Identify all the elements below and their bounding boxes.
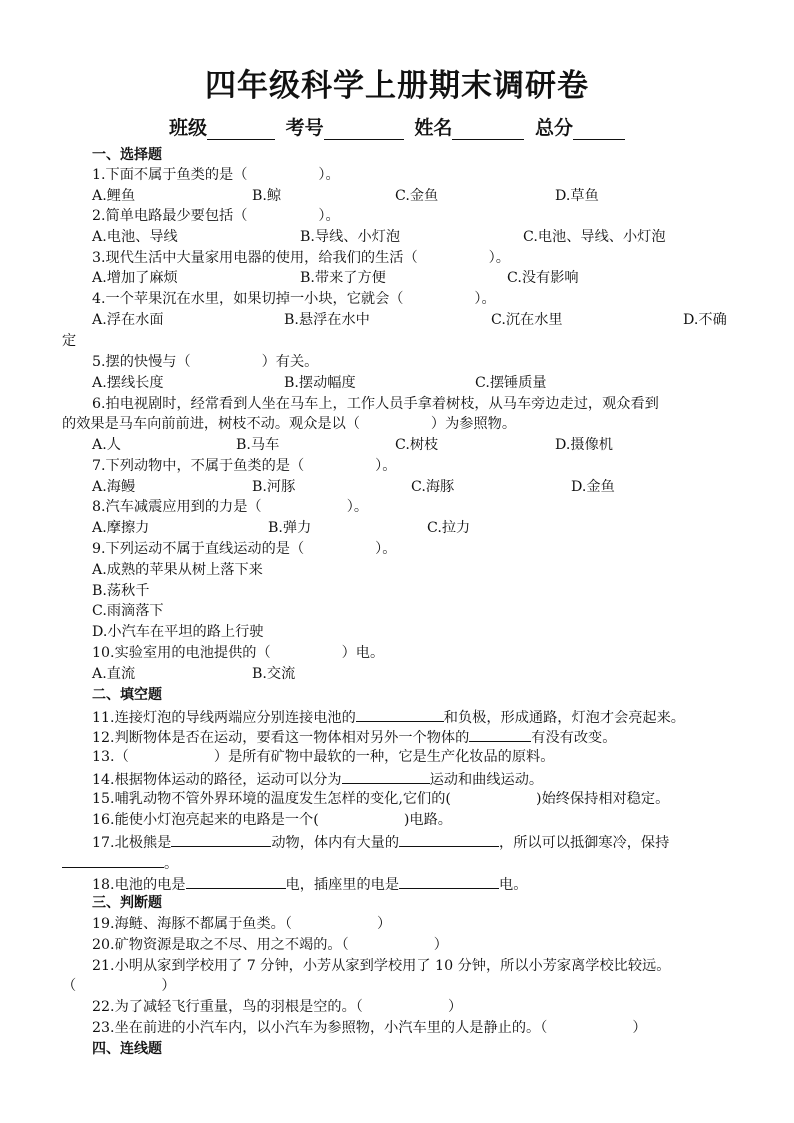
- name-blank: [452, 119, 524, 140]
- page-title: 四年级科学上册期末调研卷: [205, 68, 589, 104]
- q8-option-c: C.拉力: [427, 520, 471, 536]
- q7-option-a: A.海鳗: [92, 479, 136, 495]
- q18-mid: 电，插座里的电是: [285, 877, 400, 893]
- q8-stem: 8.汽车减震应用到的力是（ ）。: [92, 499, 369, 515]
- q11-post: 和负极，形成通路，灯泡才会亮起来。: [443, 710, 685, 726]
- q1-option-a: A.鲤鱼: [92, 188, 136, 204]
- q22: 22.为了减轻飞行重量，鸟的羽根是空的。（ ）: [92, 999, 463, 1015]
- q2-stem: 2.简单电路最少要包括（ ）。: [92, 208, 340, 224]
- q18-post: 电。: [499, 877, 528, 893]
- q7-option-c: C.海豚: [411, 479, 455, 495]
- q10-option-b: B.交流: [252, 666, 296, 682]
- q12: [92, 726, 616, 748]
- q20: 20.矿物资源是取之不尽、用之不竭的。（ ）: [92, 937, 448, 953]
- student-info-line: [0, 113, 794, 140]
- q15: 15.哺乳动物不管外界环境的温度发生怎样的变化,它们的( )始终保持相对稳定。: [92, 791, 670, 807]
- section-heading-choice: 一、选择题: [92, 147, 162, 163]
- q10-stem: 10.实验室用的电池提供的（ ）电。: [92, 645, 385, 661]
- q6-option-a: A.人: [92, 437, 121, 453]
- class-blank: [207, 119, 275, 140]
- q18-pre: 18.电池的电是: [92, 877, 186, 893]
- q1-option-c: C.金鱼: [395, 188, 439, 204]
- q1-option-d: D.草鱼: [555, 188, 599, 204]
- q4-option-d: D.不确: [683, 312, 727, 328]
- q3-stem: 3.现代生活中大量家用电器的使用，给我们的生活（ ）。: [92, 250, 510, 266]
- q6-option-c: C.树枝: [395, 437, 439, 453]
- q9-stem: 9.下列运动不属于直线运动的是（ ）。: [92, 541, 397, 557]
- q11-blank: [356, 706, 444, 722]
- section-heading-match: 四、连线题: [92, 1041, 162, 1057]
- q14-blank: [342, 768, 430, 784]
- q2-option-b: B.导线、小灯泡: [300, 229, 401, 245]
- q6-option-b: B.马车: [236, 437, 280, 453]
- q4-option-a: A.浮在水面: [92, 312, 164, 328]
- q14-pre: 14.根据物体运动的路径，运动可以分为: [92, 772, 342, 788]
- q6-stem-line2: 的效果是马车向前前进，树枝不动。观众是以（ ）为参照物。: [62, 416, 517, 432]
- q1-option-b: B.鲸: [252, 188, 282, 204]
- q6-stem-line1: 6.拍电视剧时，经常看到人坐在马车上，工作人员手拿着树枝，从马车旁边走过，观众看到: [92, 396, 659, 412]
- q4-option-d-continuation: 定: [62, 333, 77, 349]
- section-heading-judge: 三、判断题: [92, 895, 162, 911]
- q17: [92, 831, 669, 853]
- section-heading-fill: 二、填空题: [92, 687, 162, 703]
- q9-option-d: D.小汽车在平坦的路上行驶: [92, 624, 264, 640]
- q17-blank-3: [62, 852, 164, 868]
- q23: 23.坐在前进的小汽车内，以小汽车为参照物，小汽车里的人是静止的。（ ）: [92, 1020, 647, 1036]
- q8-option-a: A.摩擦力: [92, 520, 150, 536]
- q12-post: 有没有改变。: [531, 730, 617, 746]
- score-blank: [573, 119, 625, 140]
- class-label: 班级: [169, 117, 208, 139]
- exam-no-blank: [324, 119, 404, 140]
- name-label: 姓名: [414, 117, 453, 139]
- q9-option-c: C.雨滴落下: [92, 603, 164, 619]
- q7-option-b: B.河豚: [252, 479, 296, 495]
- q16: 16.能使小灯泡亮起来的电路是一个( )电路。: [92, 812, 452, 828]
- q6-option-d: D.摄像机: [555, 437, 613, 453]
- q12-blank: [469, 726, 531, 742]
- q19: 19.海鲢、海豚不都属于鱼类。（ ）: [92, 916, 392, 932]
- q17-continuation: [62, 852, 178, 874]
- q3-option-a: A.增加了麻烦: [92, 270, 178, 286]
- q8-option-b: B.弹力: [268, 520, 312, 536]
- q11-pre: 11.连接灯泡的导线两端应分别连接电池的: [92, 710, 356, 726]
- q7-option-d: D.金鱼: [571, 479, 615, 495]
- q5-option-a: A.摆线长度: [92, 375, 164, 391]
- q18-blank-2: [399, 873, 499, 889]
- q9-option-a: A.成熟的苹果从树上落下来: [92, 562, 263, 578]
- q5-option-c: C.摆锤质量: [475, 375, 547, 391]
- q4-option-b: B.悬浮在水中: [284, 312, 370, 328]
- q21: 21.小明从家到学校用了 7 分钟，小芳从家到学校用了 10 分钟，所以小芳家离学校比较远。: [92, 958, 671, 974]
- q14: [92, 768, 543, 790]
- q2-option-a: A.电池、导线: [92, 229, 178, 245]
- q18-blank-1: [186, 873, 286, 889]
- q2-option-c: C.电池、导线、小灯泡: [523, 229, 666, 245]
- q18: [92, 873, 527, 895]
- q14-post: 运动和曲线运动。: [429, 772, 544, 788]
- q4-option-c: C.沉在水里: [491, 312, 563, 328]
- q7-stem: 7.下列动物中，不属于鱼类的是（ ）。: [92, 458, 397, 474]
- q17-end: 。: [164, 856, 179, 872]
- exam-no-label: 考号: [285, 117, 324, 139]
- q5-option-b: B.摆动幅度: [284, 375, 356, 391]
- q17-blank-1: [171, 831, 271, 847]
- q17-mid: 动物，体内有大量的: [271, 835, 400, 851]
- q5-stem: 5.摆的快慢与（ ）有关。: [92, 354, 319, 370]
- q12-pre: 12.判断物体是否在运动，要看这一物体相对另外一个物体的: [92, 730, 470, 746]
- q3-option-b: B.带来了方便: [300, 270, 386, 286]
- q13: 13.（ ）是所有矿物中最软的一种，它是生产化妆品的原料。: [92, 749, 555, 765]
- q17-pre: 17.北极熊是: [92, 835, 172, 851]
- score-label: 总分: [534, 117, 573, 139]
- q3-option-c: C.没有影响: [507, 270, 579, 286]
- q1-stem: 1.下面不属于鱼类的是（ ）。: [92, 167, 340, 183]
- q11: [92, 706, 685, 728]
- q9-option-b: B.荡秋千: [92, 583, 150, 599]
- q21-continuation: （ ）: [62, 978, 176, 994]
- q17-post: ，所以可以抵御寒冷，保持: [499, 835, 670, 851]
- q10-option-a: A.直流: [92, 666, 136, 682]
- q4-stem: 4.一个苹果沉在水里，如果切掉一小块，它就会（ ）。: [92, 291, 496, 307]
- q17-blank-2: [399, 831, 499, 847]
